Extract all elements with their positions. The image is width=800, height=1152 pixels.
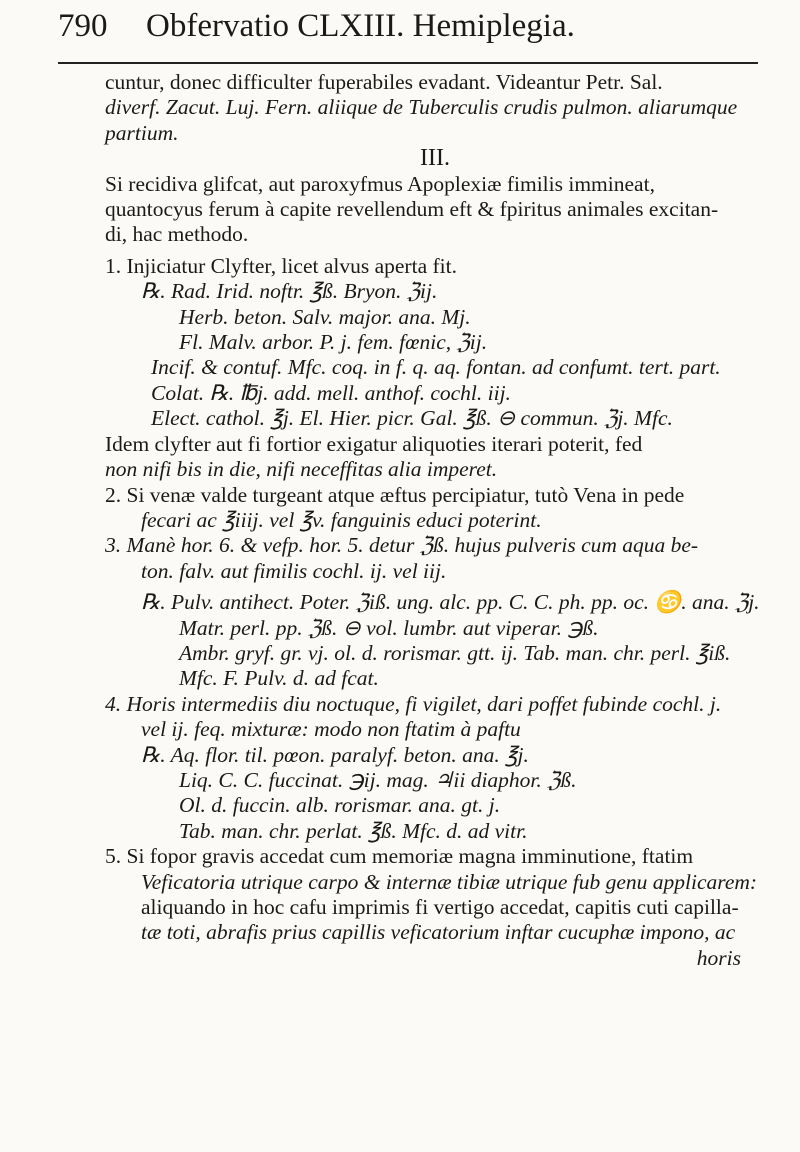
recipe-line: ℞. Rad. Irid. noftr. ℥ß. Bryon. ℨij.	[141, 279, 438, 304]
text-line: Veficatoria utrique carpo & internæ tibiæ utrique fub genu applicarem:	[141, 869, 758, 894]
text-line: 1. Injiciatur Clyfter, licet alvus aperta fit.	[105, 253, 457, 278]
recipe-line: Fl. Malv. arbor. P. j. fem. fœnic, ℨij.	[179, 330, 488, 355]
recipe-line: Matr. perl. pp. ℨß. ⊖ vol. lumbr. aut viperar. ℈ß.	[179, 615, 599, 640]
text-line: di, hac methodo.	[105, 222, 249, 247]
text-line: aliquando in hoc cafu imprimis fi vertigo accedat, capitis cuti capilla-	[141, 895, 739, 919]
recipe-line: Colat. ℞. ℔j. add. mell. anthof. cochl. iij.	[151, 380, 511, 405]
text-line: partium.	[105, 120, 179, 145]
section-number: III.	[420, 145, 450, 172]
text-line: ton. falv. aut fimilis cochl. ij. vel iij.	[141, 558, 447, 583]
recipe-line: ℞. Pulv. antihect. Poter. ℨiß. ung. alc. pp. C. C. ph. pp. oc. ♋. ana. ℨj.	[141, 590, 760, 615]
catchword: horis	[696, 945, 741, 970]
recipe-line: Liq. C. C. fuccinat. ℈ij. mag. ♃ii diaphor. ℨß.	[179, 767, 577, 792]
recipe-line: Ambr. gryf. gr. vj. ol. d. rorismar. gtt. ij. Tab. man. chr. perl. ℥iß.	[179, 640, 731, 665]
text-line: vel ij. feq. mixturæ: modo non ftatim à paftu	[141, 717, 521, 742]
text-line: cuntur, donec difficulter fuperabiles evadant. Videantur Petr. Sal.	[105, 70, 663, 94]
text-line: 2. Si venæ valde turgeant atque æftus percipiatur, tutò Vena in pede	[105, 482, 685, 507]
text-line: 4. Horis intermediis diu noctuque, fi vigilet, dari poffet fubinde cochl. j.	[105, 691, 722, 716]
body-text	[105, 70, 765, 971]
text-line: Idem clyfter aut fi fortior exigatur aliquoties iterari poterit, fed	[105, 431, 643, 456]
text-line: non nifi bis in die, nifi neceffitas alia imperet.	[105, 457, 498, 482]
text-line: fecari ac ℥iiij. vel ℥v. fanguinis educi poterint.	[141, 507, 542, 532]
text-line: quantocyus ferum à capite revellendum eft & fpiritus animales excitan-	[105, 197, 719, 222]
running-header	[58, 6, 758, 64]
recipe-line: Mfc. F. Pulv. d. ad fcat.	[179, 666, 379, 691]
text-line: 3. Manè hor. 6. & vefp. hor. 5. detur ℨß. hujus pulveris cum aqua be-	[105, 533, 699, 558]
page-number: 790	[58, 8, 108, 44]
recipe-line: Ol. d. fuccin. alb. rorismar. ana. gt. j.	[179, 793, 501, 818]
text-line: 5. Si fopor gravis accedat cum memoriæ magna imminutione, ftatim	[105, 844, 694, 869]
recipe-line: Tab. man. chr. perlat. ℥ß. Mfc. d. ad vitr.	[179, 818, 528, 843]
recipe-line: ℞. Aq. flor. til. pœon. paralyf. beton. ana. ℥j.	[141, 742, 529, 767]
running-head-title: Obfervatio CLXIII. Hemiplegia.	[146, 8, 575, 44]
recipe-line: Herb. beton. Salv. major. ana. Mj.	[179, 304, 471, 329]
recipe-line: Incif. & contuf. Mfc. coq. in f. q. aq. fontan. ad confumt. tert. part.	[151, 355, 721, 380]
text-line: diverf. Zacut. Luj. Fern. aliique de Tuberculis crudis pulmon. aliarumque	[105, 95, 738, 120]
text-line: tæ toti, abrafis prius capillis veficatorium inftar cucuphæ impono, ac	[141, 920, 736, 945]
text-line: Si recidiva glifcat, aut paroxyfmus Apoplexiæ fimilis immineat,	[105, 171, 655, 196]
recipe-line: Elect. cathol. ℥j. El. Hier. picr. Gal. ℥ß. ⊖ commun. ℨj. Mfc.	[151, 406, 673, 431]
